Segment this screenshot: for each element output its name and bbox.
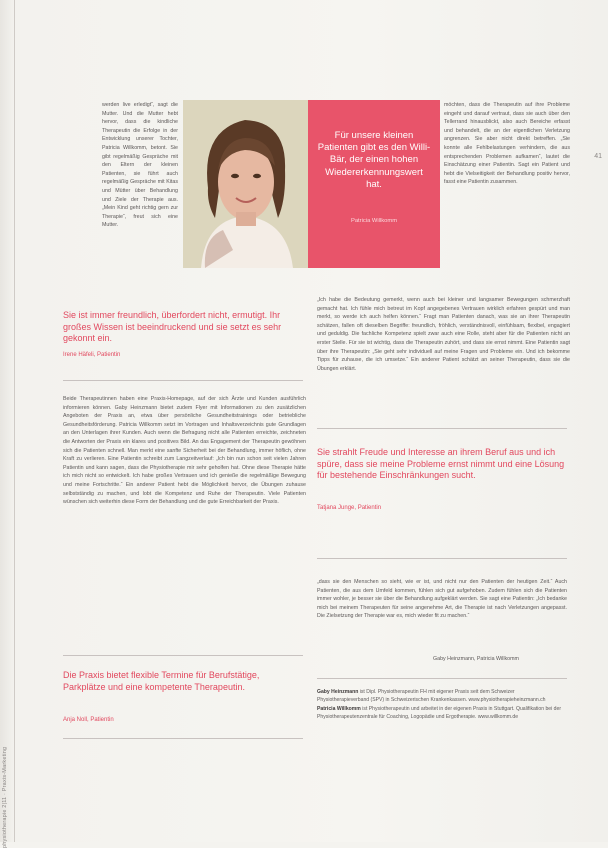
bio-name-1: Gaby Heinzmann [317,689,359,695]
author-bio [317,688,562,721]
margin-vertical-text [2,548,18,848]
pull-quote-2-attribution: Tatjana Junge, Patientin [317,505,382,511]
vertical-caption: physiotherapie 2|11 · Praxis-Marketing [2,746,8,848]
quote-box [308,100,440,268]
divider [317,558,567,559]
divider [63,380,303,381]
intro-column-text: werden live erledigt“, sagt die Mutter. Und die Mutter hebt hervor, dass die kindliche Therapeutin die Erfolge in der Entwicklung unserer Tochter, Patricia Willkomm, betont. Sie gibt regelmäßig Gespräche mit den Eltern der kleinen Patienten, sie führt auch regelmäßig Gespräche mit Kitas und Mütter über Behandlung und Ziele der Therapie aus. „Mein Kind geht richtig gern zur Therapie“, freut sich eine Mutter. [102,102,178,229]
pull-quote-2: Sie strahlt Freude und Interesse an ihrem Beruf aus und ich spüre, dass sie meine Probleme ernst nimmt und eine Lösung für bestehende Einschränkungen sucht. [317,447,565,481]
right-column-text: möchten, dass die Therapeutin auf ihre Probleme eingeht und darauf vertraut, dass sie auch über den Tellerrand hinausblickt, also auch Bereiche erfasst und behandelt, die an der eigentlichen Verletzung angrenzen. Sie aber nicht direkt betreffen. „Sie konnte alle Fehlbelastungen verhindern, die aus entsprechenden Problemen aufkamen“, lautet die Einschätzung einer Patientin. Sagt ein Patient und hebt die Vielseitigkeit der Behandlung positiv hervor, fasst eine Patientin zusammen. [444,102,570,186]
bio-text-1: ist Dipl. Physiotherapeutin FH mit eigener Praxis seit dem Schweizer Physiotherapieverband (SPV) in Schweizerischen Krankenkassen. www.physiotherapieheinzmann.ch [317,689,546,704]
divider [317,678,567,679]
divider [317,428,567,429]
page-number: 41 [594,153,602,160]
right-bottom-text: „dass sie den Menschen so sieht, wie er ist, und nicht nur den Patienten der heutigen Zeit.“ Auch Patienten, die aus dem Umfeld kommen, fühlen sich gut aufgehoben. Zudem fühlen sich die Patienten immer wohler, je besser sie über die Behandlung aufgeklärt werden. Sie sagt eine Patientin: „Ich bedanke mich bei meinem Therapeuten für seine angenehme Art, die Therapie ist nach Verletzungen angepasst. Die Zielsetzung der Therapie war es, mich wieder fit zu machen.“ [317,579,567,620]
bio-text-2: ist Physiotherapeutin und arbeitet in der eigenen Praxis in Stuttgart. Qualifikation bei der Physiotherapeutenzentrale für Coaching, Logopädie und Ergotherapie. www.willkomm.de [317,705,562,720]
pull-quote-3: Die Praxis bietet flexible Termine für Berufstätige, Parkplätze und eine kompetente Therapeutin. [63,670,260,692]
pull-quote-3-attribution: Anja Noll, Patientin [63,717,114,723]
quote-box-attribution: Patricia Willkomm [350,218,398,224]
quote-box-text: Für unsere kleinen Patienten gibt es den Willi-Bär, der einen hohen Wiedererkennungswert hat. [317,130,431,190]
right-body-text: „Ich habe die Bedeutung gemerkt, wenn auch bei kleiner und langsamer Bewegungen schmerzhaft gemacht hat. Ich fühle mich betreut im Kopf angegebenes Vertrauen wirklich erfahren gespürt und man merkt, so werde ich auch helfen können.“ Fragt man Patienten danach, was sie an ihrer Therapeutin schätzen, fallen oft dieselben Begriffe: freundlich, fröhlich, verständnisvoll, einfühlsam, flexibel, engagiert und geduldig. Die fachliche Kompetenz spielt zwar auch eine Rolle, steht aber für die Patienten nicht an erster Stelle. Für sie ist wichtig, dass die Therapeutin zuhört, und dass sie ernst nimmt. Eine Patientin sagt über ihre Therapeutin: „Sie geht sehr individuell auf meine Fragen und Probleme ein. Und ich bekomme Tipps für zuhause, die ich umsetze.“ Ein anderer Patient schätzt an seiner Therapeutin, dass sie die Übungen erklärt. [317,297,570,372]
portrait-photo [183,100,308,268]
divider [63,738,303,739]
pull-quote-1-attribution: Irene Häfeli, Patientin [63,352,121,358]
left-body-text: Beide Therapeutinnen haben eine Praxis-Homepage, auf der sich Ärzte und Kunden ausführlich informieren können. Gaby Heinzmann bietet zudem Flyer mit Informationen zu den zusätzlichen Angeboten der Praxis an, etwa über persönliche Gesundheitstrainings oder betriebliche Gesundheitsförderung. Patricia Willkomm setzt im Vortragen und Inhaltsverzeichnis gute Grundlagen an den Unterlagen ihrer Kunden. Auch wenn die Befragung nicht alle Patienten erreichte, zeichneten die Antworten der Praxis ein klares und positives Bild. An das Engagement der Therapeutin gewöhnen sich die Patienten schnell. Man merkt eine sanfte Sicherheit bei der Behandlung, immer höflich, ohne Kraft zu verlieren. Eine Patientin schreibt zum Langzeitverlauf: „Ich bin nun schon seit vielen Jahren Patientin und kann sagen, dass die Physiotherapie mir sehr geholfen hat. Ohne diese Therapie hätte ich mich nicht so entwickelt. Ich habe großes Vertrauen und ich genieße die regelmäßige Bewegung und meine Fortschritte.“ Ein anderer Patient hebt die Möglichkeit hervor, die Übungen zuhause selbstständig zu machen, und lobt die Kompetenz und Ruhe der Therapeutin. Viele Patienten wünschen sich weiterhin diese Form der Behandlung und die gute Erreichbarkeit der Praxis. [63,396,306,506]
author-signature: Gaby Heinzmann, Patricia Willkomm [433,656,519,662]
divider [63,655,303,656]
bio-name-2: Patricia Willkomm [317,705,361,712]
pull-quote-1: Sie ist immer freundlich, überfordert nicht, ermutigt. Ihr großes Wissen ist beeindruckend und sie setzt es sehr gekonnt ein. [63,310,282,344]
